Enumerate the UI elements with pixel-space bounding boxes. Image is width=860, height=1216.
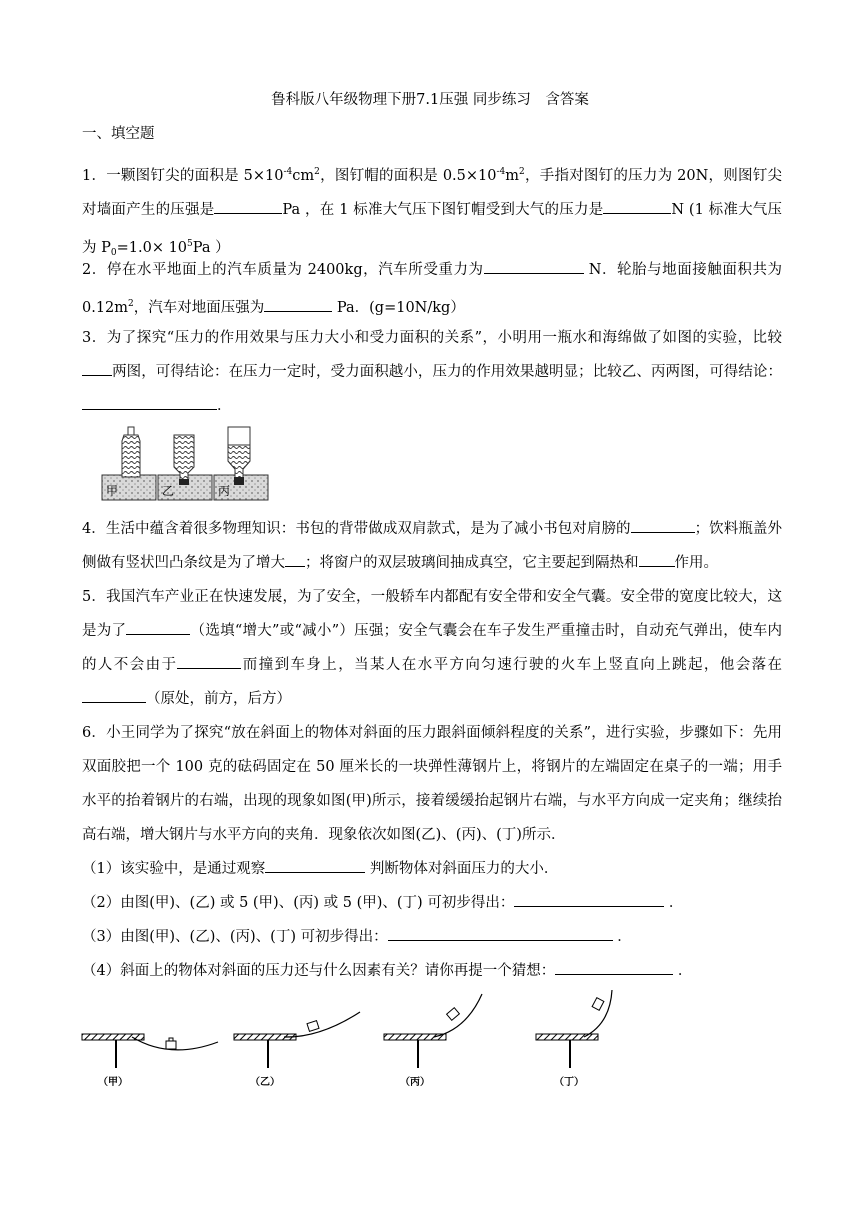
strip-setup-yi xyxy=(234,1012,360,1068)
figure-label: 乙 xyxy=(162,484,175,498)
strip-setup-ding xyxy=(536,990,612,1068)
figure-label: 甲 xyxy=(106,484,119,498)
answer-blank[interactable] xyxy=(639,552,675,567)
answer-blank[interactable] xyxy=(82,395,217,410)
answer-blank[interactable] xyxy=(82,361,112,376)
question-6-part-1: （1）该实验中，是通过观察 判断物体对斜面压力的大小． xyxy=(82,852,782,886)
page-title: 鲁科版八年级物理下册7.1压强 同步练习 含答案 xyxy=(271,92,589,108)
answer-blank[interactable] xyxy=(484,259,584,274)
answer-blank[interactable] xyxy=(555,960,673,975)
section-heading: 一、填空题 xyxy=(82,126,155,142)
steel-strip-figure xyxy=(70,990,630,1090)
question-2: 2．停在水平地面上的汽车质量为 2400kg，汽车所受重力为 N．轮胎与地面接触面积共为 $0.12m^2$，汽车对地面压强为 Pa．(g=10N/kg） xyxy=(82,253,782,325)
answer-blank[interactable] xyxy=(264,297,332,312)
figure-label: （乙） xyxy=(250,1077,280,1088)
answer-blank[interactable] xyxy=(631,518,695,533)
question-5: 5．我国汽车产业正在快速发展，为了安全，一般轿车内都配有安全带和安全气囊。安全带的宽度比较大，这是为了 （选填“增大”或“减小”）压强；安全气囊会在车子发生严重撞击时，自动充气弹出，使车内的人不会由于 而撞到车身上，当某人在水平方向匀速行驶的火车上竖直向上跳起，他会落在（原处，前方，后方） xyxy=(82,589,783,707)
answer-blank[interactable] xyxy=(126,620,190,635)
question-3: 3．为了探究“压力的作用效果与压力大小和受力面积的关系”，小明用一瓶水和海绵做了如图的实验，比较两图，可得结论：在压力一定时，受力面积越小，压力的作用效果越明显；比较乙、丙两图，可得结论：． xyxy=(82,330,782,414)
answer-blank[interactable] xyxy=(82,688,146,703)
question-6-part-3: （3）由图(甲)、(乙)、(丙)、(丁) 可初步得出： ． xyxy=(82,920,782,954)
figure-label: 丙 xyxy=(218,484,231,498)
bottle-icon xyxy=(122,427,140,477)
question-6-part-4: （4）斜面上的物体对斜面的压力还与什么因素有关？请你再提一个猜想： ． xyxy=(82,954,782,988)
question-1: 1．一颗图钉尖的面积是 $5\times 10^{-4}cm^2$，图钉帽的面积是 $0.5\times 10^{-4}m^2$，手指对图钉的压力为 20N，则图钉尖对墙面产生的压强是 Pa ，在 1 标准大气压下图钉帽受到大气的压力是 N (1 标准大气压为 $P_0=1.0\times 10^5Pa$ ） xyxy=(82,167,782,258)
answer-blank[interactable] xyxy=(265,858,365,873)
answer-blank[interactable] xyxy=(177,654,241,669)
question-4: 4．生活中蕴含着很多物理知识：书包的背带做成双肩款式，是为了减小书包对肩膀的 ；饮料瓶盖外侧做有竖状凹凸条纹是为了增大 ；将窗户的双层玻璃间抽成真空，它主要起到隔热和 作用。 xyxy=(82,512,782,580)
figure-label: （丁） xyxy=(554,1077,584,1088)
sponge-bottle-figure xyxy=(100,425,272,503)
question-6-part-2: （2）由图(甲)、(乙) 或 5 (甲)、(丙) 或 5 (甲)、(丁) 可初步得出： ． xyxy=(82,886,782,920)
answer-blank[interactable] xyxy=(285,552,305,567)
answer-blank[interactable] xyxy=(214,199,282,214)
figure-label: （甲） xyxy=(98,1077,128,1088)
answer-blank[interactable] xyxy=(388,926,613,941)
figure-label: （丙） xyxy=(400,1077,430,1088)
strip-setup-jia xyxy=(82,1034,218,1068)
answer-blank[interactable] xyxy=(603,199,671,214)
question-6: 6．小王同学为了探究“放在斜面上的物体对斜面的压力跟斜面倾斜程度的关系”，进行实验，步骤如下：先用双面胶把一个 100 克的砝码固定在 50 厘米长的一块弹性薄钢片上，将钢片的左端固定在桌子的一端；用手水平的抬着钢片的右端，出现的现象如图(甲)所示，接着缓缓抬起钢片右端，与水平方向成一定夹角；继续抬高右端，增大钢片与水平方向的夹角．现象依次如图(乙)、(丙)、(丁)所示． xyxy=(82,725,782,843)
answer-blank[interactable] xyxy=(514,892,664,907)
strip-setup-bing xyxy=(384,994,482,1068)
